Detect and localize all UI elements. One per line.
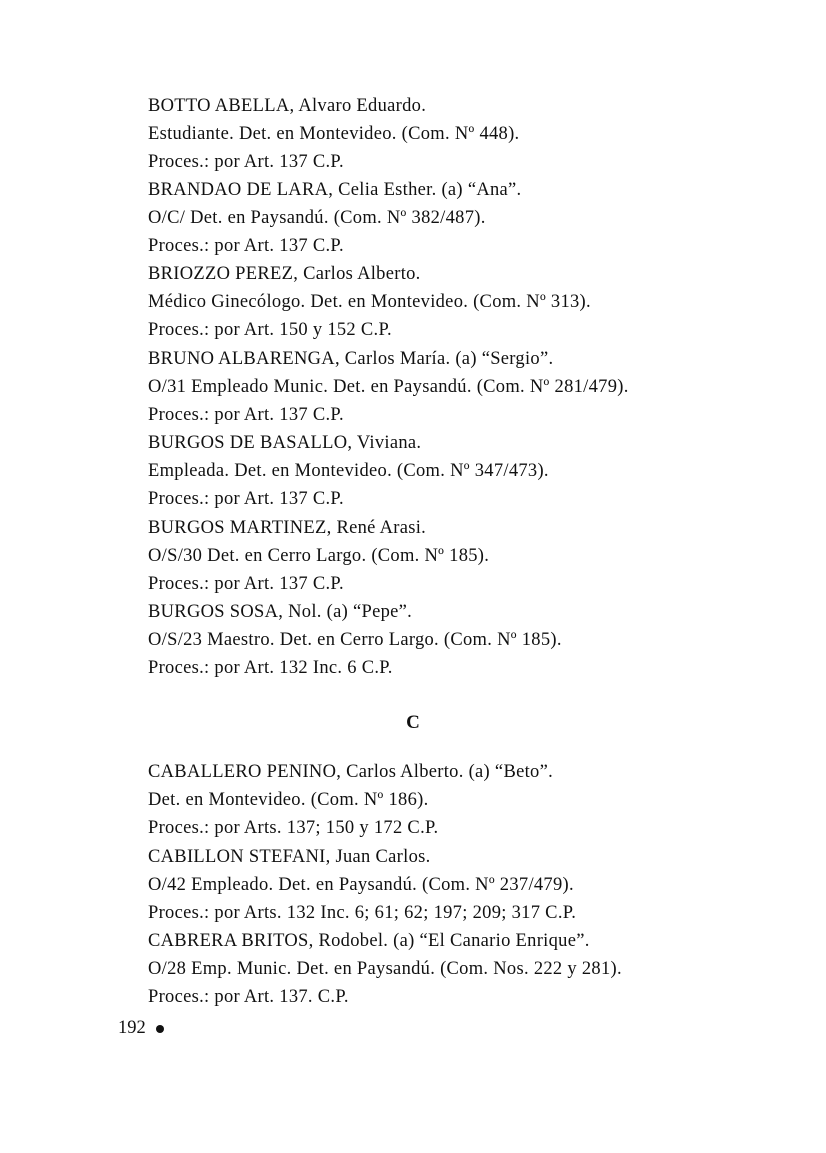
entry-process: Proces.: por Art. 137 C.P.: [148, 405, 344, 425]
record-entry: [148, 843, 788, 927]
entry-name: BRIOZZO PEREZ, Carlos Alberto.: [148, 264, 421, 284]
entry-name: BOTTO ABELLA, Alvaro Eduardo.: [148, 96, 427, 116]
entry-detail: Médico Ginecólogo. Det. en Montevideo. (Com. Nº 313).: [148, 292, 591, 312]
page-number: 192: [118, 1018, 146, 1038]
entry-process: Proces.: por Art. 137 C.P.: [148, 489, 344, 509]
entry-detail: O/S/30 Det. en Cerro Largo. (Com. Nº 185).: [148, 546, 490, 566]
page-footer: [118, 1018, 164, 1039]
entry-name: CABILLON STEFANI, Juan Carlos.: [148, 847, 431, 867]
section-heading: C: [406, 712, 420, 733]
record-entry: [148, 260, 788, 344]
entry-detail: Empleada. Det. en Montevideo. (Com. Nº 347/473).: [148, 461, 549, 481]
record-entry: [148, 927, 788, 1011]
entry-name: CABRERA BRITOS, Rodobel. (a) “El Canario Enrique”.: [148, 931, 590, 951]
record-entry: [148, 345, 788, 429]
entry-detail: O/C/ Det. en Paysandú. (Com. Nº 382/487).: [148, 208, 486, 228]
entry-process: Proces.: por Arts. 137; 150 y 172 C.P.: [148, 818, 439, 838]
entry-name: BRUNO ALBARENGA, Carlos María. (a) “Sergio”.: [148, 349, 554, 369]
record-entry: [148, 758, 788, 842]
entry-name: BRANDAO DE LARA, Celia Esther. (a) “Ana”.: [148, 180, 522, 200]
record-entry: [148, 514, 788, 598]
entry-process: Proces.: por Art. 137 C.P.: [148, 152, 344, 172]
entry-process: Proces.: por Art. 150 y 152 C.P.: [148, 320, 392, 340]
record-entry: [148, 598, 788, 682]
entry-detail: O/31 Empleado Munic. Det. en Paysandú. (Com. Nº 281/479).: [148, 377, 629, 397]
entry-process: Proces.: por Art. 137. C.P.: [148, 987, 349, 1007]
entry-name: BURGOS DE BASALLO, Viviana.: [148, 433, 422, 453]
record-entry: [148, 92, 788, 176]
entry-name: BURGOS MARTINEZ, René Arasi.: [148, 518, 427, 538]
bullet-icon: [156, 1025, 164, 1033]
entry-process: Proces.: por Art. 132 Inc. 6 C.P.: [148, 658, 393, 678]
record-entry: [148, 429, 788, 513]
entry-detail: O/28 Emp. Munic. Det. en Paysandú. (Com. Nos. 222 y 281).: [148, 959, 622, 979]
entry-name: BURGOS SOSA, Nol. (a) “Pepe”.: [148, 602, 413, 622]
entry-process: Proces.: por Arts. 132 Inc. 6; 61; 62; 197; 209; 317 C.P.: [148, 903, 577, 923]
entry-name: CABALLERO PENINO, Carlos Alberto. (a) “Beto”.: [148, 762, 554, 782]
entry-detail: O/42 Empleado. Det. en Paysandú. (Com. Nº 237/479).: [148, 875, 574, 895]
entry-process: Proces.: por Art. 137 C.P.: [148, 236, 344, 256]
record-entry: [148, 176, 788, 260]
entry-detail: Det. en Montevideo. (Com. Nº 186).: [148, 790, 429, 810]
entry-process: Proces.: por Art. 137 C.P.: [148, 574, 344, 594]
entry-detail: O/S/23 Maestro. Det. en Cerro Largo. (Com. Nº 185).: [148, 630, 562, 650]
entry-detail: Estudiante. Det. en Montevideo. (Com. Nº 448).: [148, 124, 520, 144]
